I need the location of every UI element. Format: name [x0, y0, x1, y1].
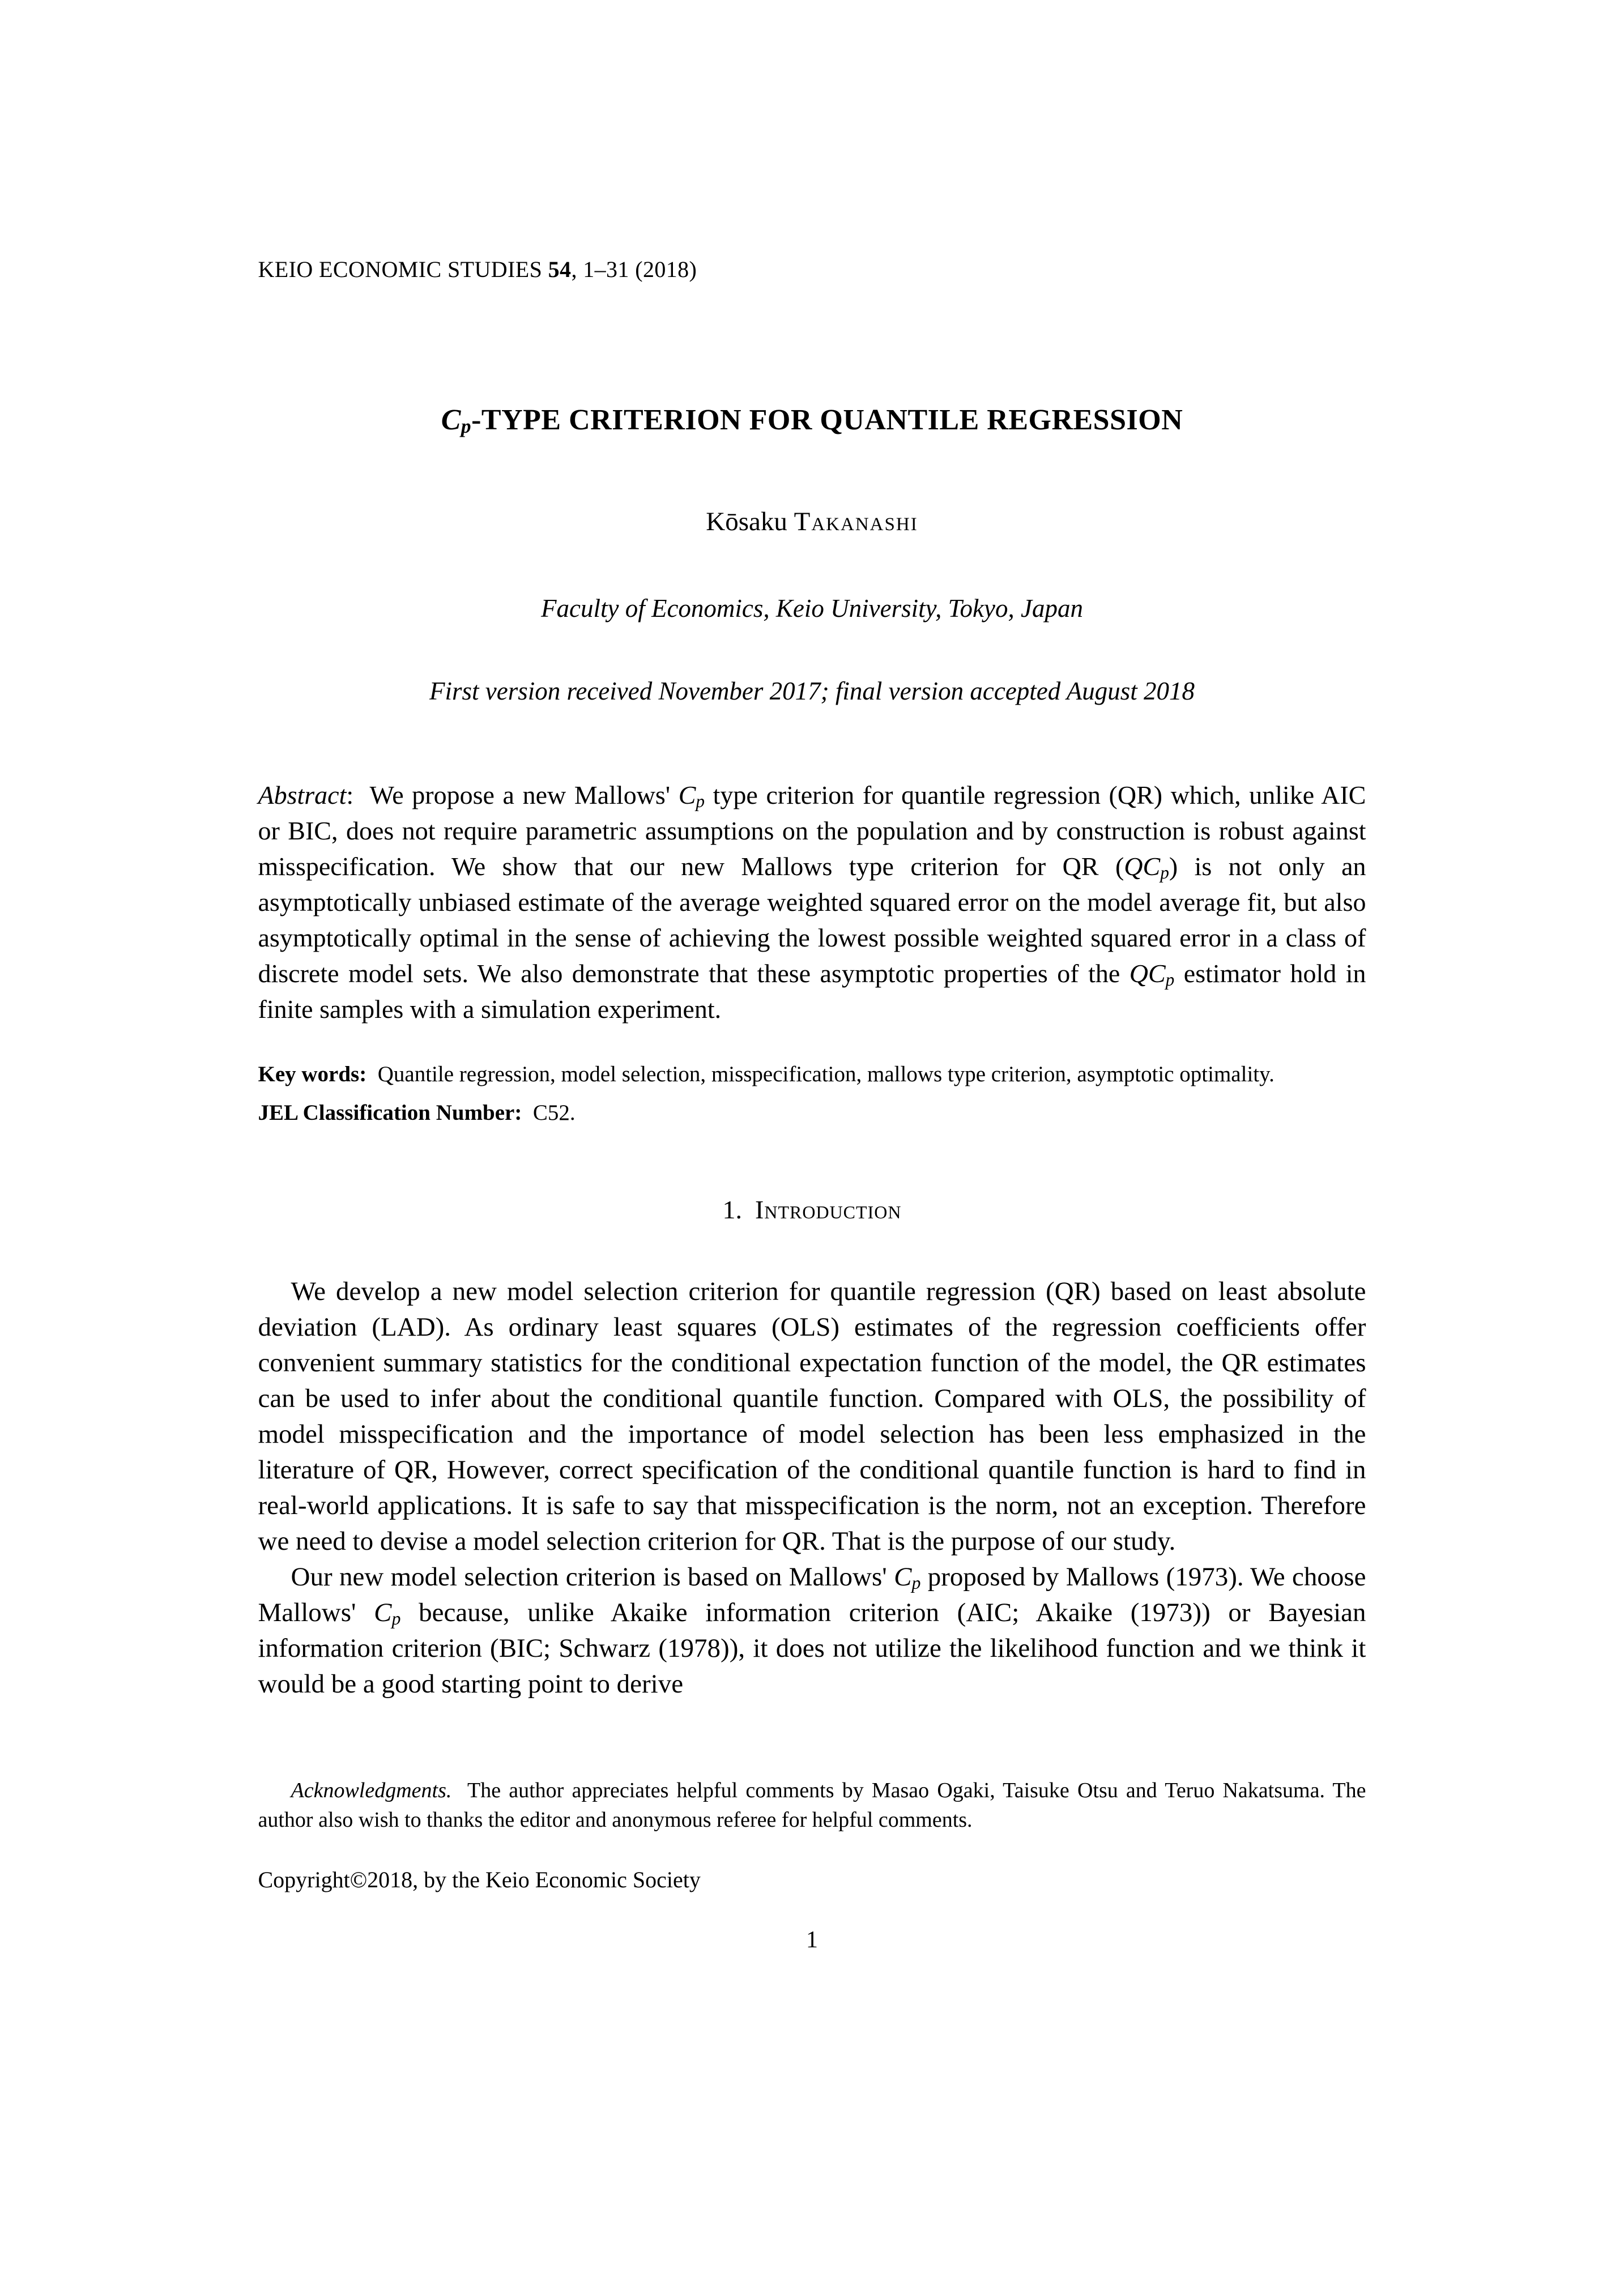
- copyright-line: Copyright©2018, by the Keio Economic Society: [258, 1867, 701, 1892]
- page-content: [258, 0, 1366, 1954]
- author-affiliation: Faculty of Economics, Keio University, Tokyo, Japan: [541, 594, 1083, 622]
- acknowledgments-footnote: Acknowledgments. The author appreciates helpful comments by Masao Ogaki, Taisuke Otsu and Teruo Nakatsuma. The author also wish to thanks the editor and anonymous referee for helpful comments.: [258, 1779, 1366, 1832]
- page-number: 1: [806, 1927, 818, 1953]
- section-heading-introduction: 1. Introduction: [722, 1195, 902, 1224]
- paper-title: $C_p$-TYPE CRITERION FOR QUANTILE REGRESSION: [441, 404, 1183, 438]
- intro-paragraph-2: Our new model selection criterion is based on Mallows' $C_p$ proposed by Mallows (1973). We choose Mallows' $C_p$ because, unlike Akaike information criterion (AIC; Akaike (1973)) or Bayesian information criterion (BIC; Schwarz (1978)), it does not utilize the likelihood function and we think it would be a good starting point to derive: [258, 1562, 1366, 1699]
- abstract-paragraph: Abstract: We propose a new Mallows' $C_p$ type criterion for quantile regression (QR) which, unlike AIC or BIC, does not require parametric assumptions on the population and by construction is robust against misspecification. We show that our new Mallows type criterion for QR $(QC_p)$ is not only an asymptotically unbiased estimate of the average weighted squared error on the model average fit, but also asymptotically optimal in the sense of achieving the lowest possible weighted squared error in a class of discrete model sets. We also demonstrate that these asymptotic properties of the $QC_p$ estimator hold in finite samples with a simulation experiment.: [258, 781, 1366, 1024]
- running-head: KEIO ECONOMIC STUDIES 54, 1–31 (2018): [258, 257, 697, 282]
- author-name: Kōsaku Takanashi: [706, 507, 918, 536]
- keywords-line: Key words: Quantile regression, model selection, misspecification, mallows type criterion, asymptotic optimality.: [258, 1062, 1275, 1086]
- intro-paragraph-1: We develop a new model selection criterion for quantile regression (QR) based on least absolute deviation (LAD). As ordinary least squares (OLS) estimates of the regression coefficients offer convenient summary statistics for the conditional expectation function of the model, the QR estimates can be used to infer about the conditional quantile function. Compared with OLS, the possibility of model misspecification and the importance of model selection has been less emphasized in the literature of QR, However, correct specification of the conditional quantile function is hard to find in real-world applications. It is safe to say that misspecification is the norm, not an exception. Therefore we need to devise a model selection criterion for QR. That is the purpose of our study.: [258, 1277, 1366, 1556]
- jel-classification-line: JEL Classification Number: C52.: [258, 1101, 576, 1125]
- received-dates: First version received November 2017; final version accepted August 2018: [429, 677, 1195, 705]
